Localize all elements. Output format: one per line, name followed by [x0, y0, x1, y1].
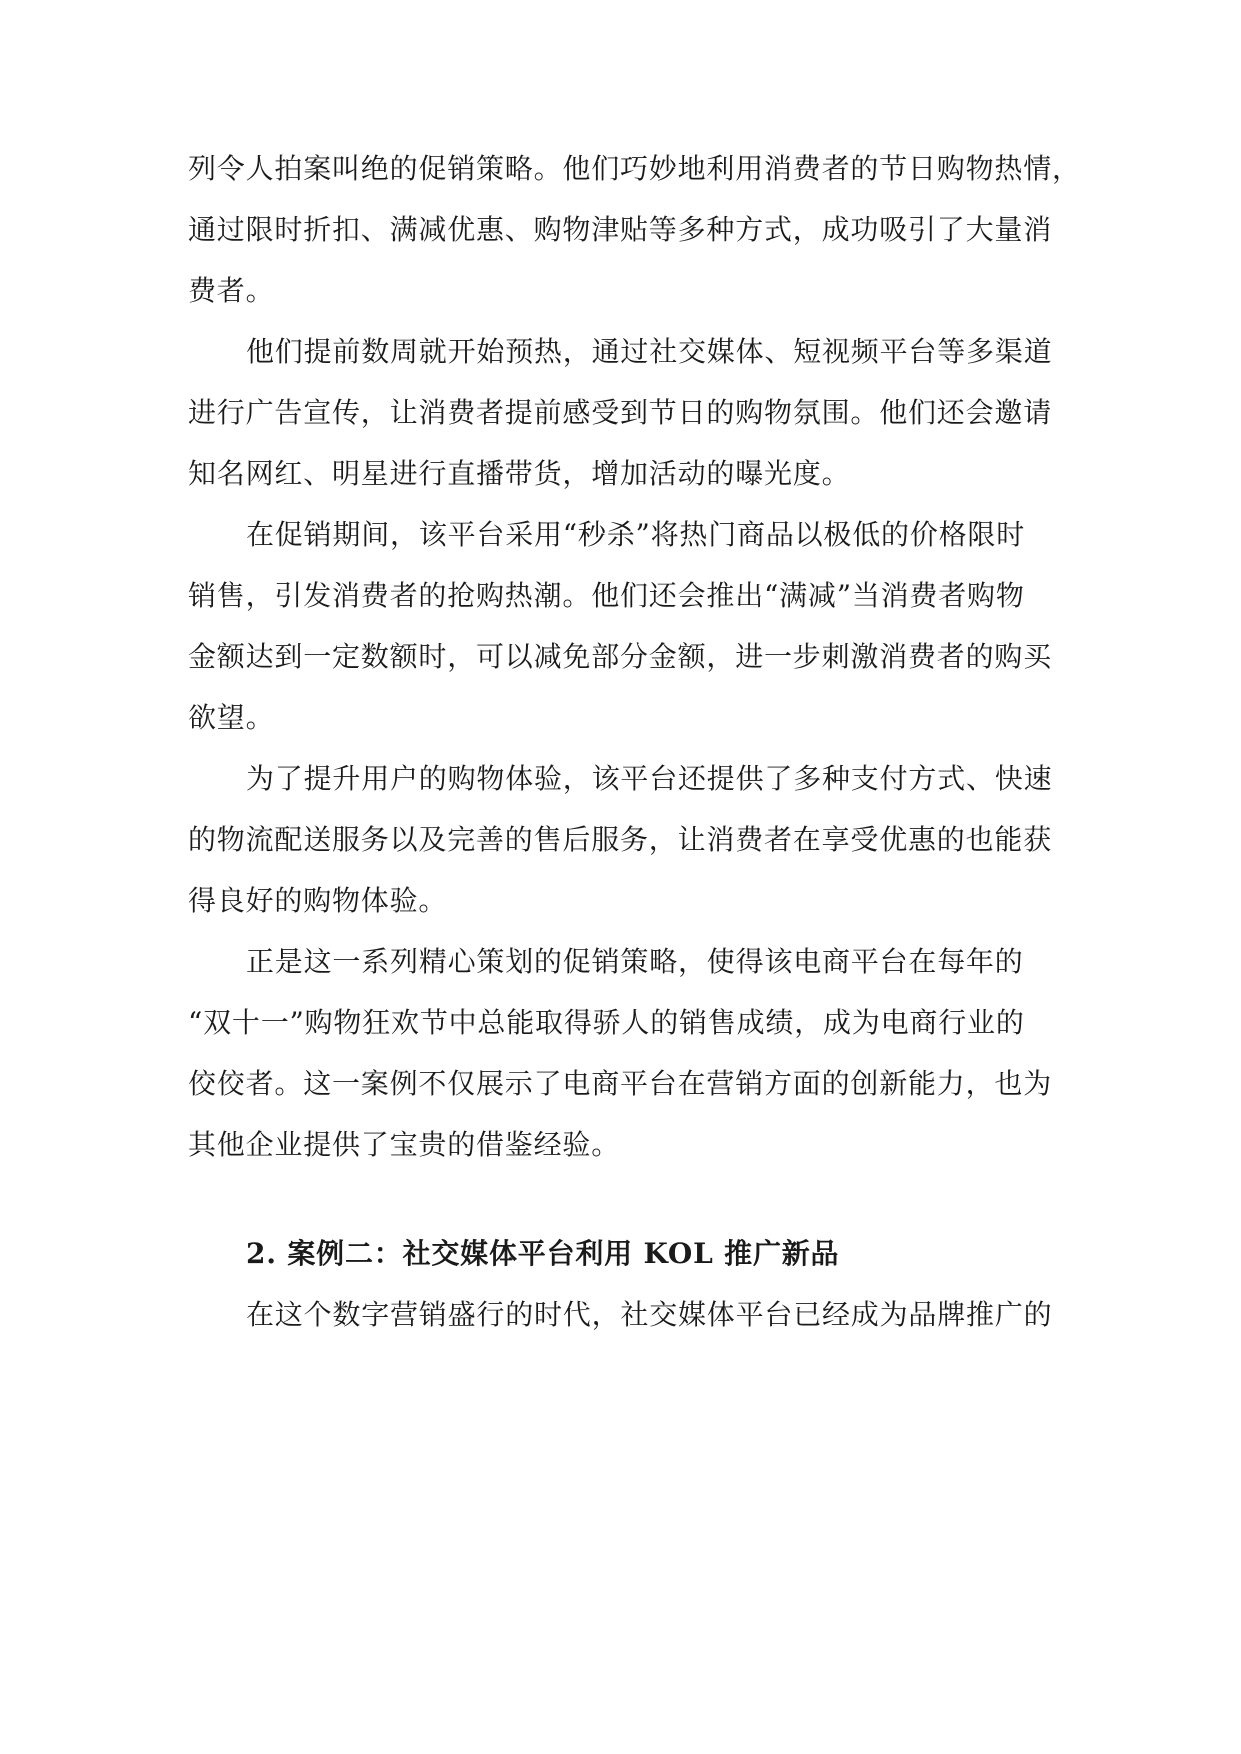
text-line: 正是这一系列精心策划的促销策略，使得该电商平台在每年的 — [246, 945, 1024, 978]
text-line: 通过限时折扣、满减优惠、购物津贴等多种方式，成功吸引了大量消 — [188, 213, 1053, 246]
text-line: 的物流配送服务以及完善的售后服务，让消费者在享受优惠的也能获 — [188, 823, 1053, 856]
document-body — [188, 138, 1081, 1345]
text-line: 金额达到一定数额时，可以减免部分金额，进一步刺激消费者的购买 — [188, 640, 1053, 673]
text-line: 为了提升用户的购物体验，该平台还提供了多种支付方式、快速 — [246, 762, 1053, 795]
text-line: 他们提前数周就开始预热，通过社交媒体、短视频平台等多渠道 — [246, 335, 1053, 368]
paragraph-6 — [188, 1284, 1078, 1345]
paragraph-5 — [188, 931, 1078, 1175]
text-line: 在这个数字营销盛行的时代，社交媒体平台已经成为品牌推广的 — [246, 1298, 1053, 1331]
text-line: 欲望。 — [188, 701, 275, 734]
paragraph-1 — [188, 138, 1081, 321]
text-line: 在促销期间，该平台采用“秒杀”将热门商品以极低的价格限时 — [246, 518, 1026, 551]
text-line: 进行广告宣传，让消费者提前感受到节日的购物氛围。他们还会邀请 — [188, 396, 1053, 429]
paragraph-4 — [188, 748, 1078, 931]
text-line: 列令人拍案叫绝的促销策略。他们巧妙地利用消费者的节日购物热情， — [188, 152, 1081, 185]
text-line: “双十一”购物狂欢节中总能取得骄人的销售成绩，成为电商行业的 — [188, 1006, 1025, 1039]
text-line: 其他企业提供了宝贵的借鉴经验。 — [188, 1128, 621, 1161]
section-spacer — [188, 1175, 1078, 1223]
text-line: 得良好的购物体验。 — [188, 884, 448, 917]
section-heading: 2. 案例二：社交媒体平台利用 KOL 推广新品 — [246, 1237, 840, 1270]
text-line: 佼佼者。这一案例不仅展示了电商平台在营销方面的创新能力，也为 — [188, 1067, 1053, 1100]
text-line: 销售，引发消费者的抢购热潮。他们还会推出“满减”当消费者购物 — [188, 579, 1025, 612]
paragraph-3 — [188, 504, 1078, 748]
paragraph-2 — [188, 321, 1078, 504]
text-line: 费者。 — [188, 274, 275, 307]
text-line: 知名网红、明星进行直播带货，增加活动的曝光度。 — [188, 457, 851, 490]
